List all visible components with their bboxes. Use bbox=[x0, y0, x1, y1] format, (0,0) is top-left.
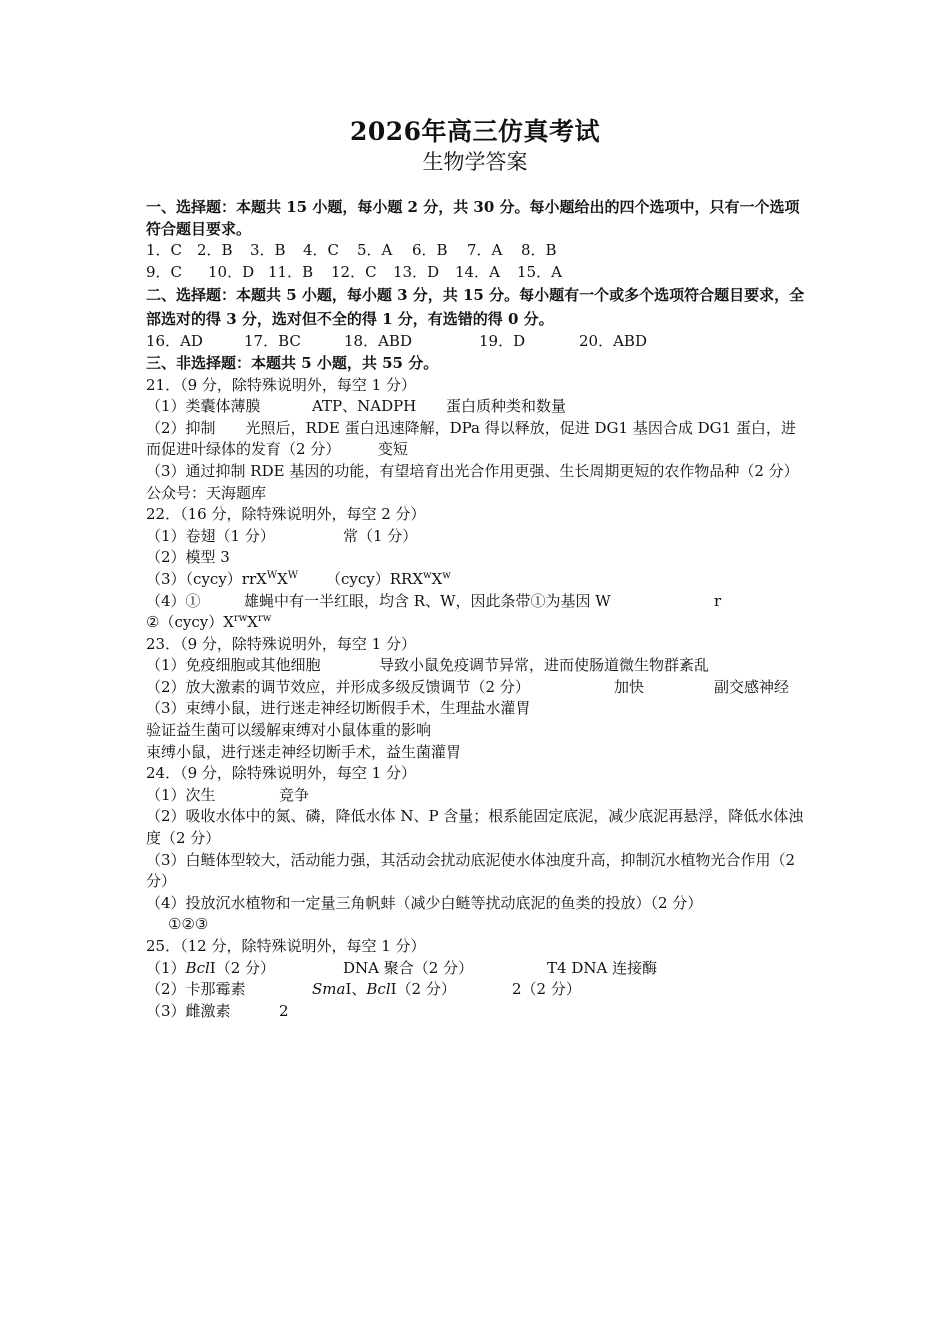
section1-answers-row1 bbox=[146, 240, 810, 262]
answer-blank: 加快 bbox=[614, 677, 645, 696]
q25-header: 25．（12 分，除特殊说明外，每空 1 分） bbox=[146, 937, 426, 955]
answer-text: I（2 分） bbox=[209, 958, 276, 977]
answer-blank: （3）雌激素 bbox=[146, 1001, 231, 1020]
answer-item: 10．D bbox=[208, 262, 255, 281]
superscript: W bbox=[266, 569, 278, 581]
genotype-3 bbox=[146, 612, 271, 634]
answer-item: 16．AD bbox=[146, 332, 203, 351]
answer-blank: 雄蝇中有一半红眼，均含 R、W，因此条带①为基因 W bbox=[244, 591, 611, 610]
answer-item: 6．B bbox=[412, 241, 448, 260]
answer-blank: ATP、NADPH bbox=[312, 397, 417, 416]
answer-item: 11．B bbox=[268, 262, 314, 281]
answer-blank: （1）类囊体薄膜 bbox=[146, 397, 261, 416]
genotype-text: X bbox=[247, 613, 258, 632]
genotype-1 bbox=[146, 569, 326, 591]
answer-blank: （4）① bbox=[146, 591, 201, 610]
q22-answer-5 bbox=[146, 612, 810, 634]
q22-answer-1 bbox=[146, 526, 810, 548]
q23-answer-4: 验证益生菌可以缓解束缚对小鼠体重的影响 bbox=[146, 721, 432, 740]
answer-blank: r bbox=[714, 591, 722, 610]
section2-heading: 二、选择题：本题共 5 小题，每小题 3 分，共 15 分。每小题有一个或多个选项符合题目要求，全部选对的得 3 分，选对但不全的得 1 分，有选错的得 0 分。 bbox=[146, 286, 805, 329]
answer-blank: 竞争 bbox=[279, 785, 310, 804]
q23-answer-5: 束缚小鼠，进行迷走神经切断手术，益生菌灌胃 bbox=[146, 742, 462, 761]
section3-heading: 三、非选择题：本题共 5 小题，共 55 分。 bbox=[146, 353, 439, 372]
genotype-text: ②（cycy）X bbox=[146, 613, 234, 632]
q24-answer-2: （2）吸收水体中的氮、磷，降低水体 N、P 含量；根系能固定底泥，减少底泥再悬浮，降低水体浊度（2 分） bbox=[146, 807, 804, 848]
answer-blank: 2 bbox=[279, 1001, 289, 1020]
answer-item: 14．A bbox=[455, 262, 500, 281]
answer-item: 1．C bbox=[146, 241, 183, 260]
superscript: w bbox=[423, 569, 432, 581]
answer-item: 4．C bbox=[303, 241, 340, 260]
q23-answer-2 bbox=[146, 677, 810, 699]
q23-answer-3: （3）束缚小鼠，进行迷走神经切断假手术，生理盐水灌胃 bbox=[146, 699, 531, 718]
q25-answer-2 bbox=[146, 979, 810, 1001]
superscript: rw bbox=[233, 613, 248, 625]
answer-blank: 2（2 分） bbox=[512, 980, 581, 999]
q22-answer-4 bbox=[146, 591, 810, 613]
answer-text: I（2 分） bbox=[390, 980, 456, 999]
answer-blank: （1）免疫细胞或其他细胞 bbox=[146, 656, 321, 675]
q23-answer-1 bbox=[146, 655, 810, 677]
answer-blank: （1）次生 bbox=[146, 785, 216, 804]
answer-item: 19．D bbox=[479, 332, 526, 351]
answer-item: 2．B bbox=[197, 241, 233, 260]
answer-text: I、 bbox=[345, 980, 367, 999]
q21-answer-1 bbox=[146, 396, 810, 418]
genotype-2 bbox=[326, 569, 451, 591]
genotype-text: （3）（cycy）rrX bbox=[146, 569, 267, 588]
answer-item: 7．A bbox=[467, 241, 503, 260]
answer-item: 20．ABD bbox=[579, 332, 647, 351]
answer-blank bbox=[312, 979, 512, 1001]
q24-answer-1 bbox=[146, 785, 810, 807]
answer-item: 3．B bbox=[250, 241, 286, 260]
answer-content bbox=[146, 197, 810, 1022]
answer-blank: 常（1 分） bbox=[343, 526, 418, 545]
answer-item: 17．BC bbox=[244, 332, 301, 351]
q23-header: 23．（9 分，除特殊说明外，每空 1 分） bbox=[146, 634, 416, 653]
q25-answer-1 bbox=[146, 958, 810, 980]
q24-answer-4: （4）投放沉水植物和一定量三角帆蚌（减少白鲢等扰动底泥的鱼类的投放）（2 分） bbox=[146, 893, 703, 912]
answer-blank: （1）卷翅（1 分） bbox=[146, 526, 275, 545]
answer-blank: （2）卡那霉素 bbox=[146, 980, 246, 999]
q21-answer-2: （2）抑制 光照后，RDE 蛋白迅速降解，DPa 得以释放，促进 DG1 基因合成 DG1 蛋白，进而促进叶绿体的发育（2 分） 变短 bbox=[146, 418, 796, 459]
answer-item: 12．C bbox=[331, 262, 377, 281]
answer-item: 9．C bbox=[146, 262, 183, 281]
enzyme-name: Bcl bbox=[366, 980, 391, 999]
q22-answer-3 bbox=[146, 569, 810, 591]
answer-blank: 导致小鼠免疫调节异常，进而使肠道微生物群紊乱 bbox=[379, 656, 710, 675]
q25-answer-3 bbox=[146, 1001, 810, 1023]
q24-header: 24．（9 分，除特殊说明外，每空 1 分） bbox=[146, 764, 416, 783]
enzyme-name: Bcl bbox=[185, 958, 210, 977]
q24-answer-3: （3）白鲢体型较大，活动能力强，其活动会扰动底泥使水体浊度升高，抑制沉水植物光合作用（2 分） bbox=[146, 850, 796, 891]
answer-blank: 副交感神经 bbox=[714, 677, 790, 696]
answer-blank: （2）放大激素的调节效应，并形成多级反馈调节（2 分） bbox=[146, 677, 530, 696]
page-title: 2026年高三仿真考试 bbox=[349, 117, 601, 146]
section1-answers-row2 bbox=[146, 262, 810, 284]
q24-answer-5: ①②③ bbox=[168, 915, 209, 934]
answer-item: 8．B bbox=[521, 241, 557, 260]
enzyme-name: Sma bbox=[312, 980, 346, 999]
superscript: W bbox=[287, 569, 299, 581]
q22-header: 22．（16 分，除特殊说明外，每空 2 分） bbox=[146, 505, 426, 524]
answer-text: （1） bbox=[146, 958, 186, 977]
answer-blank bbox=[146, 958, 343, 980]
answer-item: 13．D bbox=[393, 262, 440, 281]
q22-answer-2: （2）模型 3 bbox=[146, 548, 230, 567]
genotype-text: X bbox=[431, 569, 443, 588]
superscript: rw bbox=[257, 613, 272, 625]
q21-answer-3: （3）通过抑制 RDE 基因的功能，有望培育出光合作用更强、生长周期更短的农作物品种（2 分）公众号：天海题库 bbox=[146, 461, 799, 502]
genotype-text: （cycy）RRX bbox=[326, 569, 424, 588]
answer-item: 15．A bbox=[517, 262, 562, 281]
q21-header: 21．（9 分，除特殊说明外，每空 1 分） bbox=[146, 375, 416, 394]
section1-heading: 一、选择题：本题共 15 小题，每小题 2 分，共 30 分。每小题给出的四个选项中，只有一个选项符合题目要求。 bbox=[146, 198, 800, 238]
answer-blank: T4 DNA 连接酶 bbox=[547, 958, 658, 977]
answer-item: 5．A bbox=[357, 241, 393, 260]
answer-blank: DNA 聚合（2 分） bbox=[343, 958, 474, 977]
answer-item: 18．ABD bbox=[344, 332, 412, 351]
answer-blank: 蛋白质种类和数量 bbox=[446, 397, 567, 416]
superscript: w bbox=[442, 569, 451, 581]
genotype-text: X bbox=[277, 569, 288, 588]
page-subtitle: 生物学答案 bbox=[422, 150, 528, 174]
section2-answers-row bbox=[146, 331, 810, 353]
